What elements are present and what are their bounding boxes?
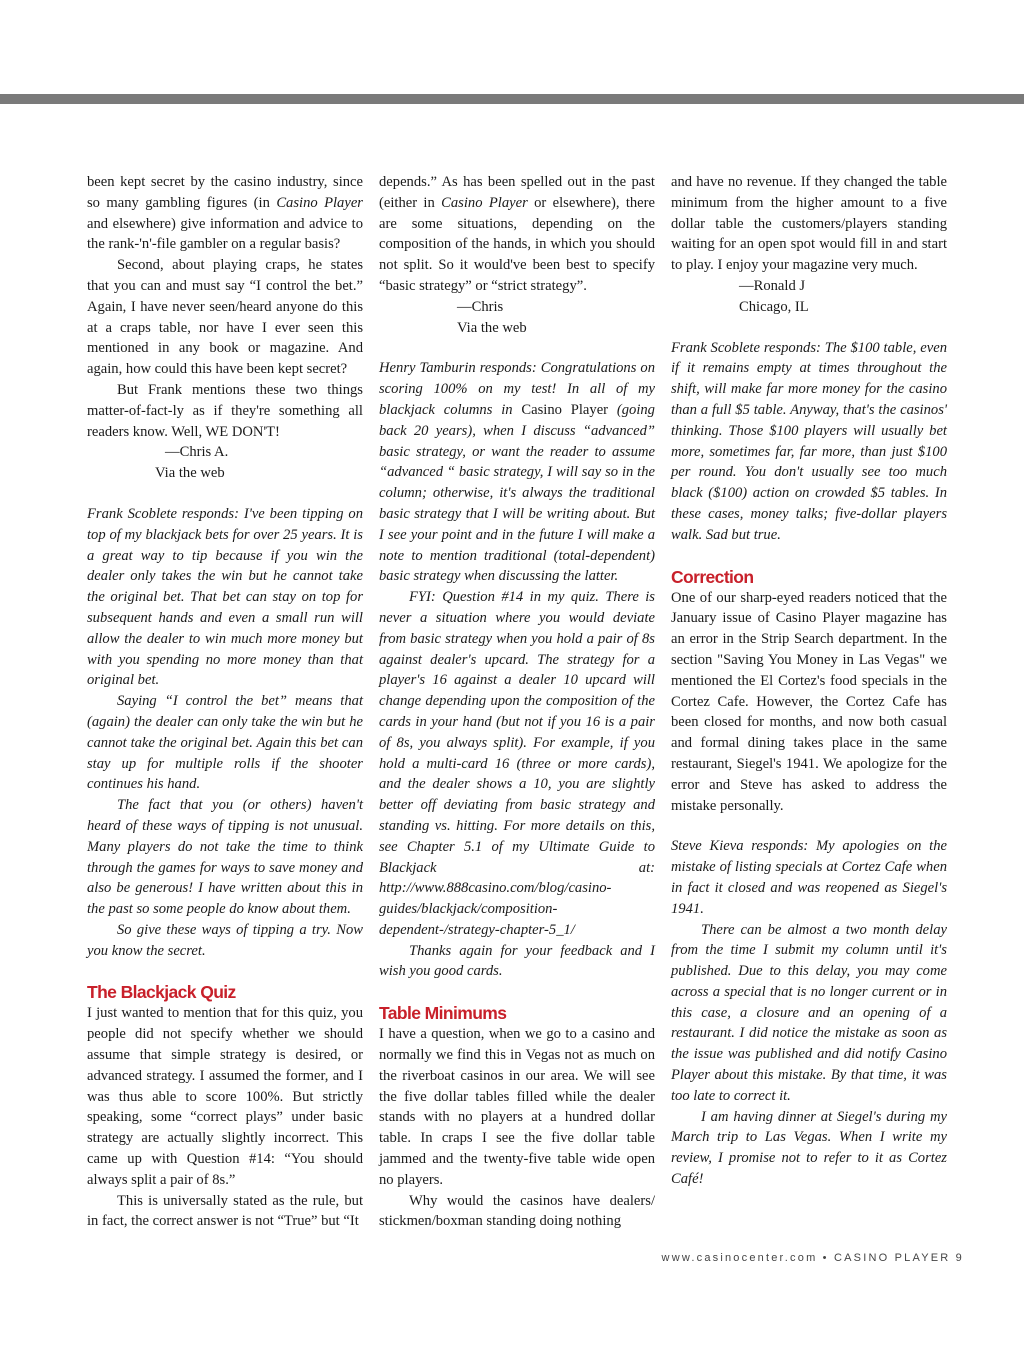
response-paragraph: Thanks again for your feedback and I wish you good cards. (379, 942, 655, 980)
signature-name: —Chris (457, 298, 504, 315)
letter-paragraph: depends.” As has been spelled out in the past (either in Casino Player or elsewhere), there are some situations, depending on the composition of the hands, in which you should not split. So it would've been best to specify “basic strategy” or “strict strategy”. (379, 174, 655, 294)
response-paragraph: Saying “I control the bet” means that (again) the dealer can only take the win but he cannot take the original bet. Again this bet can stay up for multiple rolls if the shooter continues his hand. (87, 693, 363, 793)
letter-paragraph: But Frank mentions these two things matter-of-fact-ly as if they're something all readers know. Well, WE DON'T! (87, 381, 363, 440)
letter-paragraph: I have a question, when we go to a casino and normally we find this in Vegas not as much on the riverboat casinos in our area. We will see the five dollar tables filled while the dealer stands with no players at a hundred dollar table. In craps I see the five dollar table jammed and the twenty-five table wide open no players. (379, 1026, 655, 1188)
signature-source: Chicago, IL (739, 298, 809, 315)
correction-paragraph: One of our sharp-eyed readers noticed that the January issue of Casino Player magazine has an error in the Strip Search department. In the section "Saving You Money in Las Vegas" we mentioned the El Cortez's food specials in the Cortez Cafe. However, the Cortez Cafe has been closed for months, and now both casual and formal dining takes place in the same restaurant, Siegel's 1941. We apologize for the error and Steve has asked to address the mistake personally. (671, 589, 947, 814)
letter-paragraph: and have no revenue. If they changed the table minimum from the higher amount to a five dollar table the customers/players standing waiting for an open spot would fill in and start to play. I enjoy your magazine very much. (671, 174, 947, 274)
response-paragraph: Steve Kieva responds: My apologies on the mistake of listing specials at Cortez Cafe when in fact it closed and was reopened as Siegel's 1941. (671, 838, 947, 917)
column-left (87, 172, 363, 1232)
signature-source: Via the web (457, 319, 527, 336)
response-paragraph: FYI: Question #14 in my quiz. There is never a situation where you would deviate from basic strategy when you hold a pair of 8s against dealer's upcard. The strategy for a player's 16 against a dealer 10 upcard will change depending upon the composition of the cards in your hand (but not if you 16 is a pair of 8s, you always split). For example, if you hold a multi-card 16 (three or more cards), and the dealer shows a 10, you are slightly better off deviating from basic strategy and standing vs. hitting. For more details on this, see Chapter 5.1 of my Ultimate Guide to Blackjack at: http://www.888casino.com/blog/casino-guides/blackjack/composition-dependent-/strategy-chapter-5_1/ (379, 589, 655, 938)
section-heading-correction: Correction (671, 566, 754, 587)
response-paragraph: Frank Scoblete responds: The $100 table, even if it remains empty at times throughout the shift, will make far more money for the casino than a full $5 table. Anyway, that's the casinos' thinking. Those $100 players will usually bet more, sometimes far, far more, than just $100 per round. You don't usually see too much black ($100) action on crowded $5 tables. In these cases, money talks; five-dollar players walk. Sad but true. (671, 339, 947, 543)
column-right (671, 172, 947, 1190)
response-paragraph: Henry Tamburin responds: Congratulations on scoring 100% on my test! In all of my blackjack columns in Casino Player (going back 20 years), when I discuss “advanced” basic strategy, or want the reader to assume “advanced “ basic strategy, I will say so in the column; otherwise, it's always the traditional basic strategy that I will be writing about. But I see your point and in the future I will make a note to mention traditional (total-dependent) basic strategy when discussing the latter. (379, 360, 655, 585)
section-heading-table-minimums: Table Minimums (379, 1003, 507, 1024)
section-heading-blackjack-quiz: The Blackjack Quiz (87, 982, 236, 1003)
signature-source: Via the web (155, 465, 225, 482)
letter-paragraph: Second, about playing craps, he states that you can and must say “I control the bet.” Again, I have never seen/heard anyone do this at a craps table, nor have I ever seen this mentioned in any book or magazine. And again, how could this have been kept secret? (87, 257, 363, 378)
response-paragraph: The fact that you (or others) haven't heard of these ways of tipping is not unusual. Many players do not take the time to think through the games for ways to save money and also be generous! I have written about this in the past so some people do know about them. (87, 797, 363, 918)
signature-name: —Chris A. (165, 444, 229, 461)
response-paragraph: So give these ways of tipping a try. Now you know the secret. (87, 921, 363, 959)
response-paragraph: I am having dinner at Siegel's during my March trip to Las Vegas. When I write my review, I promise not to refer to it as Cortez Café! (671, 1108, 947, 1188)
response-paragraph: Frank Scoblete responds: I've been tipping on top of my blackjack bets for over 25 years. It is a great way to tip because if you win the dealer only takes the win but he cannot take the original bet. That bet can stay on top for subsequent hands and even a small run will allow the dealer to win much more money but with you spending no more money than that original bet. (87, 505, 363, 689)
response-paragraph: There can be almost a two month delay from the time I submit my column until it's published. Due to this delay, you may come across a special that is no longer current or in this case, a closure and an opening of a restaurant. I did notice the mistake as soon as the issue was published and did notify Casino Player about this mistake. By that time, it was too late to correct it. (671, 921, 947, 1104)
letter-paragraph: I just wanted to mention that for this quiz, you people did not specify whether we should assume that simple strategy is desired, or advanced strategy. I assumed the former, and I was thus able to score 100%. But strictly speaking, some “correct plays” under basic strategy are actually slightly incorrect. This came up with Question #14: “You should always split a pair of 8s.” (87, 1005, 363, 1188)
column-middle (379, 172, 655, 1232)
top-rule (0, 94, 1024, 104)
page-footer: www.casinocenter.com • CASINO PLAYER 9 (661, 1252, 964, 1264)
letter-paragraph: been kept secret by the casino industry, since so many gambling figures (in Casino Player and elsewhere) give information and advice to the rank-'n'-file gambler on a regular basis? (87, 174, 363, 253)
signature-name: —Ronald J (739, 277, 806, 294)
letter-paragraph: Why would the casinos have dealers/ stickmen/boxman standing doing nothing (379, 1192, 655, 1230)
letter-paragraph: This is universally stated as the rule, but in fact, the correct answer is not “True” but “It (87, 1192, 363, 1230)
